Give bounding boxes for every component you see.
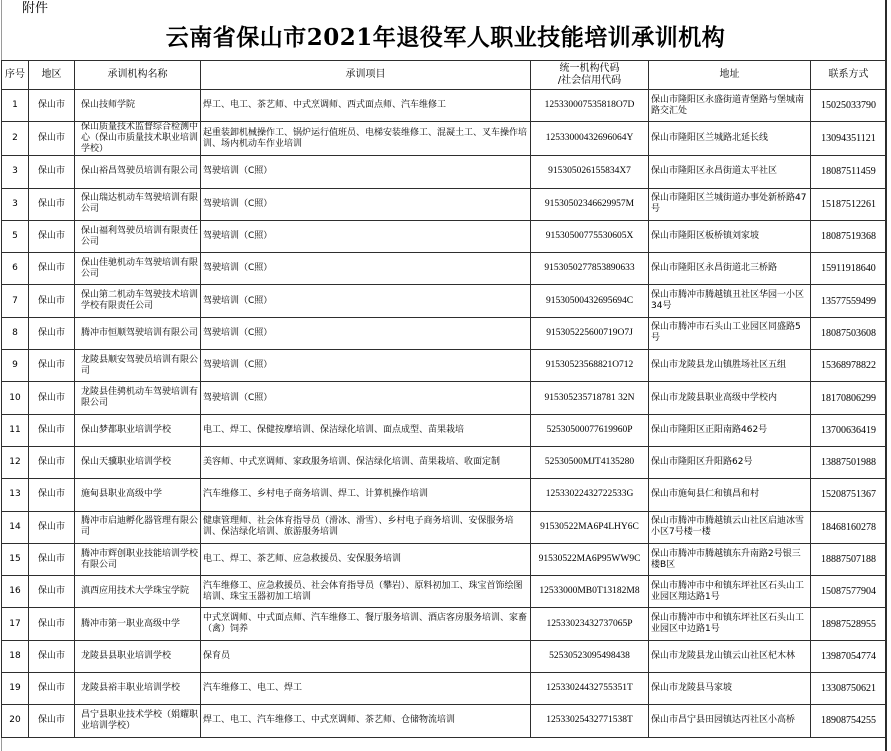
row-org-name: 腾冲市辉创职业技能培训学校有限公司	[75, 543, 201, 575]
row-contact: 13308750621	[811, 673, 887, 705]
row-contact: 18908754255	[811, 705, 887, 737]
row-training-items: 汽车维修工、应急救援员、社会体育指导员（攀岩）、原料初加工、珠宝首饰绘图培训、珠宝玉器初加工培训	[201, 576, 531, 608]
row-region: 保山市	[29, 640, 75, 672]
row-credit-code: 52530500077619960P	[531, 414, 649, 446]
row-contact: 15911918640	[811, 253, 887, 285]
row-no: 20	[2, 705, 29, 737]
row-credit-code: 9153050277853890633	[531, 253, 649, 285]
table-row	[2, 220, 887, 252]
row-org-name: 龙陵县裕丰职业培训学校	[75, 673, 201, 705]
row-contact: 18170806299	[811, 382, 887, 414]
row-contact: 15368978822	[811, 350, 887, 382]
attachment-label: 附件	[22, 1, 49, 16]
row-region: 保山市	[29, 90, 75, 122]
page-title: 云南省保山市2021年退役军人职业技能培训承训机构	[165, 24, 726, 51]
row-no: 15	[2, 543, 29, 575]
row-credit-code: 12533023432737065P	[531, 608, 649, 640]
row-credit-code: 915305026155834X7	[531, 156, 649, 188]
row-contact: 13577559499	[811, 285, 887, 317]
row-region: 保山市	[29, 188, 75, 220]
row-training-items: 焊工、电工、茶艺师、中式烹调师、西式面点师、汽车维修工	[201, 90, 531, 122]
row-credit-code: 91530502346629957M	[531, 188, 649, 220]
row-region: 保山市	[29, 220, 75, 252]
header-address: 地址	[649, 61, 811, 90]
row-address: 保山市腾冲市腾越镇云山社区启迪冰雪小区7号楼一楼	[649, 511, 811, 543]
table-row	[2, 446, 887, 478]
row-no: 2	[2, 122, 29, 156]
row-training-items: 汽车维修工、乡村电子商务培训、焊工、计算机操作培训	[201, 479, 531, 511]
row-no: 16	[2, 576, 29, 608]
row-region: 保山市	[29, 253, 75, 285]
row-training-items: 中式烹调师、中式面点师、汽车维修工、餐厅服务培训、酒店客房服务培训、家畜（禽）饲养	[201, 608, 531, 640]
row-no: 1	[2, 90, 29, 122]
row-org-name: 昌宁县职业技术学校（娟耀职业培训学校）	[75, 705, 201, 737]
row-org-name: 腾冲市恒顺驾驶培训有限公司	[75, 317, 201, 349]
row-credit-code: 12533022432722533G	[531, 479, 649, 511]
row-region: 保山市	[29, 414, 75, 446]
row-credit-code: 52530523095498438	[531, 640, 649, 672]
table-row	[2, 188, 887, 220]
row-address: 保山市腾冲市中和镇东坪社区石头山工业园区翔达路1号	[649, 576, 811, 608]
row-region: 保山市	[29, 608, 75, 640]
row-credit-code: 12533025432771538T	[531, 705, 649, 737]
row-credit-code: 12533000MB0T13182M8	[531, 576, 649, 608]
row-address: 保山市龙陵县龙山镇胜场社区五组	[649, 350, 811, 382]
header-items: 承训项目	[201, 61, 531, 90]
training-institutions-table	[1, 60, 887, 738]
row-no: 3	[2, 156, 29, 188]
row-credit-code: 125330007535818O7D	[531, 90, 649, 122]
table-row	[2, 253, 887, 285]
row-org-name: 龙陵县佳骋机动车驾驶培训有限公司	[75, 382, 201, 414]
row-training-items: 驾驶培训（C照）	[201, 317, 531, 349]
row-no: 5	[2, 220, 29, 252]
table-row	[2, 414, 887, 446]
row-org-name: 龙陵县县职业培训学校	[75, 640, 201, 672]
row-training-items: 驾驶培训（C照）	[201, 253, 531, 285]
row-org-name: 保山第二机动车驾驶技术培训学校有限责任公司	[75, 285, 201, 317]
table-row	[2, 350, 887, 382]
row-address: 保山市腾冲市中和镇东坪社区石头山工业园区中边路1号	[649, 608, 811, 640]
row-no: 17	[2, 608, 29, 640]
row-contact: 15208751367	[811, 479, 887, 511]
row-no: 9	[2, 350, 29, 382]
table-row	[2, 479, 887, 511]
row-training-items: 焊工、电工、汽车维修工、中式烹调师、茶艺师、仓储物流培训	[201, 705, 531, 737]
row-region: 保山市	[29, 382, 75, 414]
row-address: 保山市隆阳区永盛街道青堡路与堡城南路交汇处	[649, 90, 811, 122]
table-row	[2, 156, 887, 188]
row-region: 保山市	[29, 576, 75, 608]
row-address: 保山市隆阳区升阳路62号	[649, 446, 811, 478]
table-header-row	[2, 61, 887, 90]
row-credit-code: 915305235718781 32N	[531, 382, 649, 414]
row-org-name: 保山佳驰机动车驾驶培训有限公司	[75, 253, 201, 285]
row-region: 保山市	[29, 511, 75, 543]
row-region: 保山市	[29, 673, 75, 705]
row-region: 保山市	[29, 543, 75, 575]
row-training-items: 汽车维修工、电工、焊工	[201, 673, 531, 705]
row-contact: 13987054774	[811, 640, 887, 672]
row-contact: 13094351121	[811, 122, 887, 156]
row-contact: 18087519368	[811, 220, 887, 252]
row-address: 保山市隆阳区兰城路北延长线	[649, 122, 811, 156]
row-no: 3	[2, 188, 29, 220]
row-address: 保山市隆阳区永昌街道北三桥路	[649, 253, 811, 285]
row-credit-code: 91530500775530605X	[531, 220, 649, 252]
table-row	[2, 90, 887, 122]
row-contact: 15187512261	[811, 188, 887, 220]
row-training-items: 驾驶培训（C照）	[201, 382, 531, 414]
row-org-name: 施甸县职业高级中学	[75, 479, 201, 511]
row-org-name: 保山瑞达机动车驾驶培训有限公司	[75, 188, 201, 220]
row-no: 19	[2, 673, 29, 705]
row-training-items: 保育员	[201, 640, 531, 672]
row-address: 保山市隆阳区兰城街道办事处新桥路47号	[649, 188, 811, 220]
row-credit-code: 91530522MA6P95WW9C	[531, 543, 649, 575]
row-contact: 18087511459	[811, 156, 887, 188]
table-row	[2, 382, 887, 414]
row-address: 保山市龙陵县职业高级中学校内	[649, 382, 811, 414]
table-row	[2, 122, 887, 156]
row-org-name: 滇西应用技术大学珠宝学院	[75, 576, 201, 608]
table-row	[2, 511, 887, 543]
row-training-items: 驾驶培训（C照）	[201, 285, 531, 317]
row-address: 保山市腾冲市石头山工业园区同盛路5号	[649, 317, 811, 349]
row-contact: 18887507188	[811, 543, 887, 575]
row-region: 保山市	[29, 705, 75, 737]
row-training-items: 驾驶培训（C照）	[201, 156, 531, 188]
row-org-name: 保山梦都职业培训学校	[75, 414, 201, 446]
row-region: 保山市	[29, 156, 75, 188]
row-training-items: 电工、焊工、保健按摩培训、保洁绿化培训、面点成型、苗果栽培	[201, 414, 531, 446]
row-address: 保山市隆阳区正阳南路462号	[649, 414, 811, 446]
row-address: 保山市腾冲市腾越镇丑社区华园一小区34号	[649, 285, 811, 317]
row-no: 6	[2, 253, 29, 285]
row-credit-code: 91530523568821O712	[531, 350, 649, 382]
row-training-items: 电工、焊工、茶艺师、应急救援员、安保服务培训	[201, 543, 531, 575]
row-credit-code: 12533000432696064Y	[531, 122, 649, 156]
row-region: 保山市	[29, 446, 75, 478]
row-region: 保山市	[29, 350, 75, 382]
row-org-name: 保山裕昌驾驶员培训有限公司	[75, 156, 201, 188]
row-training-items: 驾驶培训（C照）	[201, 220, 531, 252]
row-org-name: 保山质量技术监督综合检测中心（保山市质量技术职业培训学校）	[75, 122, 201, 156]
row-address: 保山市昌宁县田园镇达丙社区小高桥	[649, 705, 811, 737]
row-region: 保山市	[29, 317, 75, 349]
header-code: 统一机构代码 /社会信用代码	[531, 61, 649, 90]
row-credit-code: 91530522MA6P4LHY6C	[531, 511, 649, 543]
row-no: 8	[2, 317, 29, 349]
row-contact: 18468160278	[811, 511, 887, 543]
table-row	[2, 576, 887, 608]
row-address: 保山市隆阳区永昌街道太平社区	[649, 156, 811, 188]
row-no: 11	[2, 414, 29, 446]
row-org-name: 保山技师学院	[75, 90, 201, 122]
row-credit-code: 52530500MJT4135280	[531, 446, 649, 478]
row-no: 13	[2, 479, 29, 511]
row-org-name: 保山天骥职业培训学校	[75, 446, 201, 478]
header-contact: 联系方式	[811, 61, 887, 90]
row-training-items: 起重装卸机械操作工、锅炉运行值班员、电梯安装维修工、混凝土工、叉车操作培训、场内机动车作业培训	[201, 122, 531, 156]
table-row	[2, 705, 887, 737]
row-contact: 13887501988	[811, 446, 887, 478]
table-row	[2, 673, 887, 705]
row-address: 保山市龙陵县马家坡	[649, 673, 811, 705]
row-no: 10	[2, 382, 29, 414]
row-no: 18	[2, 640, 29, 672]
row-address: 保山市施甸县仁和镇昌和村	[649, 479, 811, 511]
row-credit-code: 915305225600719O7J	[531, 317, 649, 349]
header-no: 序号	[2, 61, 29, 90]
table-row	[2, 543, 887, 575]
row-credit-code: 12533024432755351T	[531, 673, 649, 705]
row-org-name: 腾冲市启迪孵化器管理有限公司	[75, 511, 201, 543]
row-region: 保山市	[29, 479, 75, 511]
row-no: 14	[2, 511, 29, 543]
row-address: 保山市腾冲市腾越镇东升南路2号银三楼B区	[649, 543, 811, 575]
table-row	[2, 608, 887, 640]
row-org-name: 保山福利驾驶员培训有限责任公司	[75, 220, 201, 252]
row-region: 保山市	[29, 285, 75, 317]
row-org-name: 腾冲市第一职业高级中学	[75, 608, 201, 640]
row-training-items: 驾驶培训（C照）	[201, 350, 531, 382]
row-region: 保山市	[29, 122, 75, 156]
row-contact: 18087503608	[811, 317, 887, 349]
row-contact: 13700636419	[811, 414, 887, 446]
row-credit-code: 91530500432695694C	[531, 285, 649, 317]
row-training-items: 美容师、中式烹调师、家政服务培训、保洁绿化培训、苗果栽培、收面定制	[201, 446, 531, 478]
row-training-items: 健康管理师、社会体育指导员（滑冰、滑雪）、乡村电子商务培训、安保服务培训、保洁绿化培训、旅游服务培训	[201, 511, 531, 543]
header-region: 地区	[29, 61, 75, 90]
row-contact: 15025033790	[811, 90, 887, 122]
table-row	[2, 285, 887, 317]
row-address: 保山市隆阳区板桥镇刘家坡	[649, 220, 811, 252]
table-row	[2, 317, 887, 349]
row-training-items: 驾驶培训（C照）	[201, 188, 531, 220]
row-no: 12	[2, 446, 29, 478]
row-org-name: 龙陵县顺安驾驶员培训有限公司	[75, 350, 201, 382]
header-org: 承训机构名称	[75, 61, 201, 90]
row-contact: 15087577904	[811, 576, 887, 608]
row-contact: 18987528955	[811, 608, 887, 640]
table-row	[2, 640, 887, 672]
row-address: 保山市龙陵县龙山镇云山社区杞木林	[649, 640, 811, 672]
row-no: 7	[2, 285, 29, 317]
